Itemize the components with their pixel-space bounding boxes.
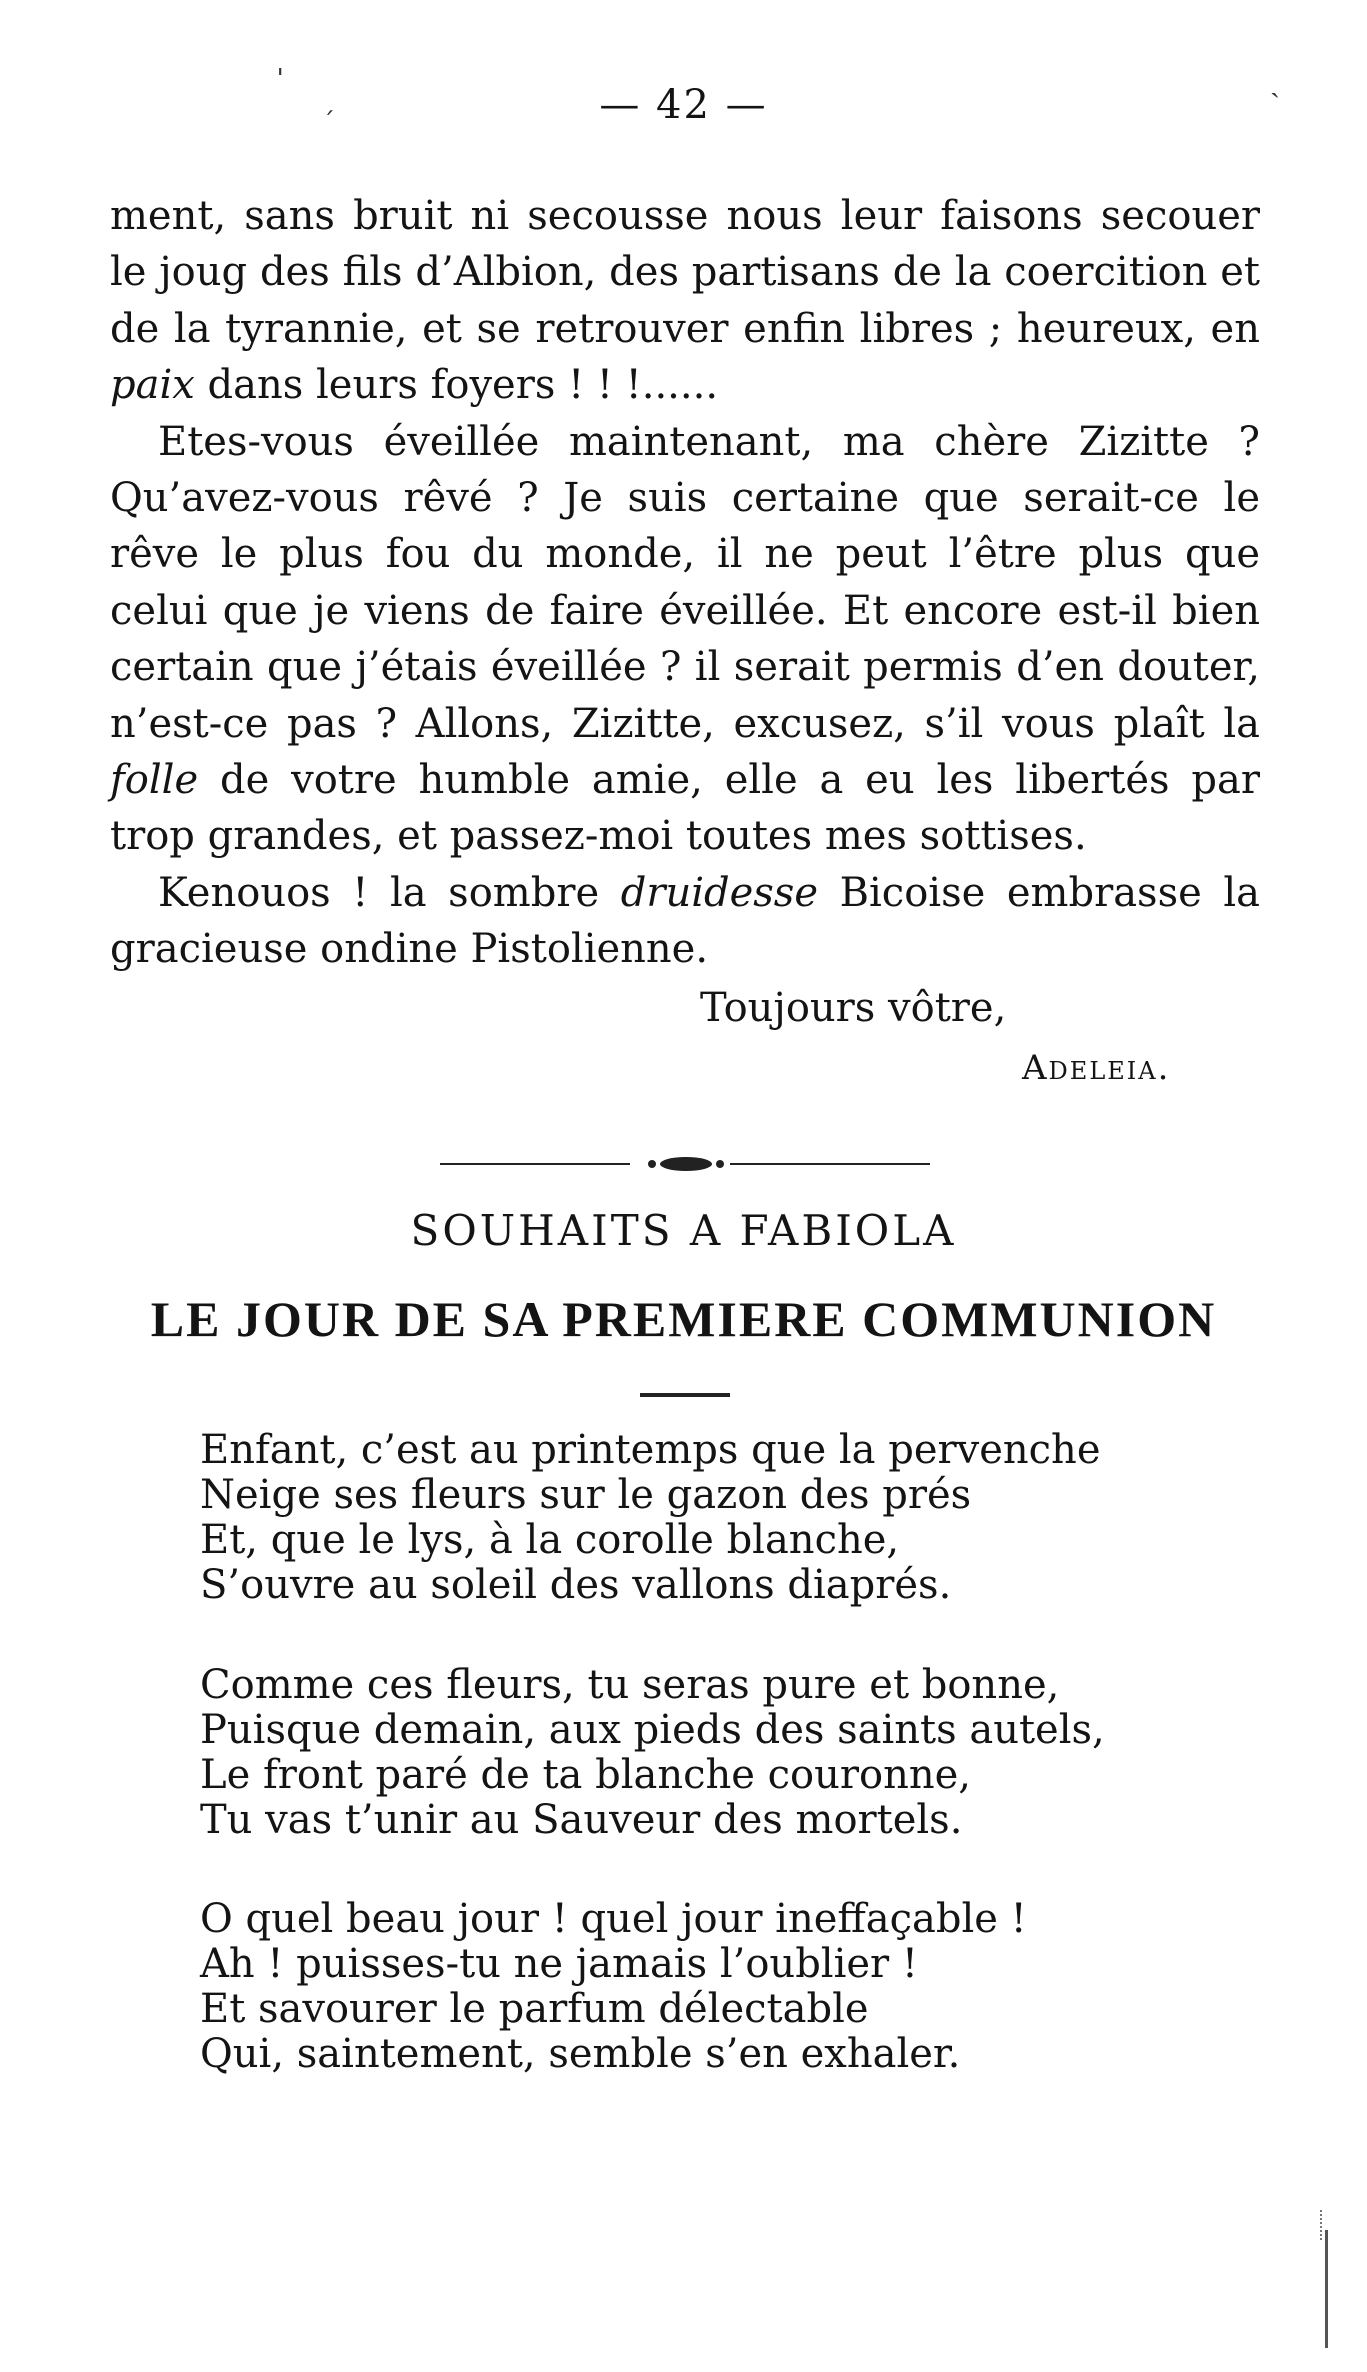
margin-mark-right: ˎ — [1270, 64, 1280, 99]
poem-line: Ah ! puisses-tu ne jamais l’oublier ! — [200, 1941, 918, 1987]
poem-line: O quel beau jour ! quel jour ineffaçable ! — [200, 1896, 1027, 1942]
margin-line — [1325, 2230, 1328, 2348]
poem-line: Et savourer le parfum délectable — [200, 1986, 869, 2032]
paragraph-text: de votre humble amie, elle a eu les libertés par trop grandes, et passez-moi toutes mes sottises. — [110, 757, 1260, 860]
poem-stanza-3 — [200, 1897, 1027, 2077]
poem-line: Et, que le lys, à la corolle blanche, — [200, 1517, 900, 1563]
poem-line: Comme ces fleurs, tu seras pure et bonne, — [200, 1662, 1060, 1708]
poem-line: Qui, saintement, semble s’en exhaler. — [200, 2031, 961, 2077]
paragraph-1 — [110, 188, 1260, 414]
ornament-center — [660, 1157, 712, 1171]
paragraph-text: Etes-vous éveillée maintenant, ma chère Zizitte ? Qu’avez-vous rêvé ? Je suis certaine que serait-ce le rêve le plus fou du monde, il ne peut l’être plus que celui que je viens de faire éveillée. Et encore est-il bien certain que j’étais éveillée ? il serait permis d’en douter, n’est-ce pas ? Allons, Zizitte, excusez, s’il vous plaît la — [110, 418, 1260, 747]
paragraph-text: Bicoise embrasse la gracieuse ondine Pistolienne. — [110, 869, 1260, 973]
ornament-dot-left — [648, 1160, 656, 1168]
poem-line: Neige ses fleurs sur le gazon des prés — [200, 1472, 972, 1518]
poem-line: Le front paré de ta blanche couronne, — [200, 1752, 972, 1798]
prose-block — [110, 188, 1260, 978]
emphasis-folle: folle — [110, 757, 199, 804]
paragraph-text: Kenouos ! la sombre — [158, 869, 621, 916]
paragraph-2 — [110, 414, 1260, 865]
poem-stanza-2 — [200, 1663, 1105, 1843]
poem-stanza-1 — [200, 1428, 1101, 1608]
title-line-2: LE JOUR DE SA PREMIERE COMMUNION — [150, 1291, 1217, 1347]
paragraph-3 — [110, 865, 1260, 978]
ornament-dot-right — [716, 1160, 724, 1168]
margin-dots — [1320, 2210, 1324, 2240]
margin-mark-tick: ˊ — [322, 108, 335, 138]
paragraph-text: ment, sans bruit ni secousse nous leur faisons secouer le joug des fils d’Albion, des partisans de la coercition et de la tyrannie, et se retrouver enfin libres ; heureux, en — [110, 193, 1260, 352]
poem-line: Puisque demain, aux pieds des saints autels, — [200, 1707, 1105, 1753]
ornament-divider — [430, 1152, 950, 1176]
emphasis-paix: paix — [110, 362, 195, 409]
emphasis-druidesse: druidesse — [620, 869, 819, 916]
signature: Adeleia. — [1022, 1048, 1171, 1088]
title-line-1: SOUHAITS A FABIOLA — [410, 1206, 957, 1255]
poem-line: Enfant, c’est au printemps que la pervenche — [200, 1427, 1101, 1473]
page-number: — 42 — — [599, 82, 768, 128]
paragraph-text: dans leurs foyers ! ! !...... — [194, 362, 719, 409]
closing-salutation: Toujours vôtre, — [700, 985, 1007, 1031]
title-rule — [640, 1393, 730, 1397]
poem-line: Tu vas t’unir au Sauveur des mortels. — [200, 1797, 963, 1843]
margin-mark-left: ˈ — [276, 64, 285, 99]
poem-line: S’ouvre au soleil des vallons diaprés. — [200, 1562, 952, 1608]
